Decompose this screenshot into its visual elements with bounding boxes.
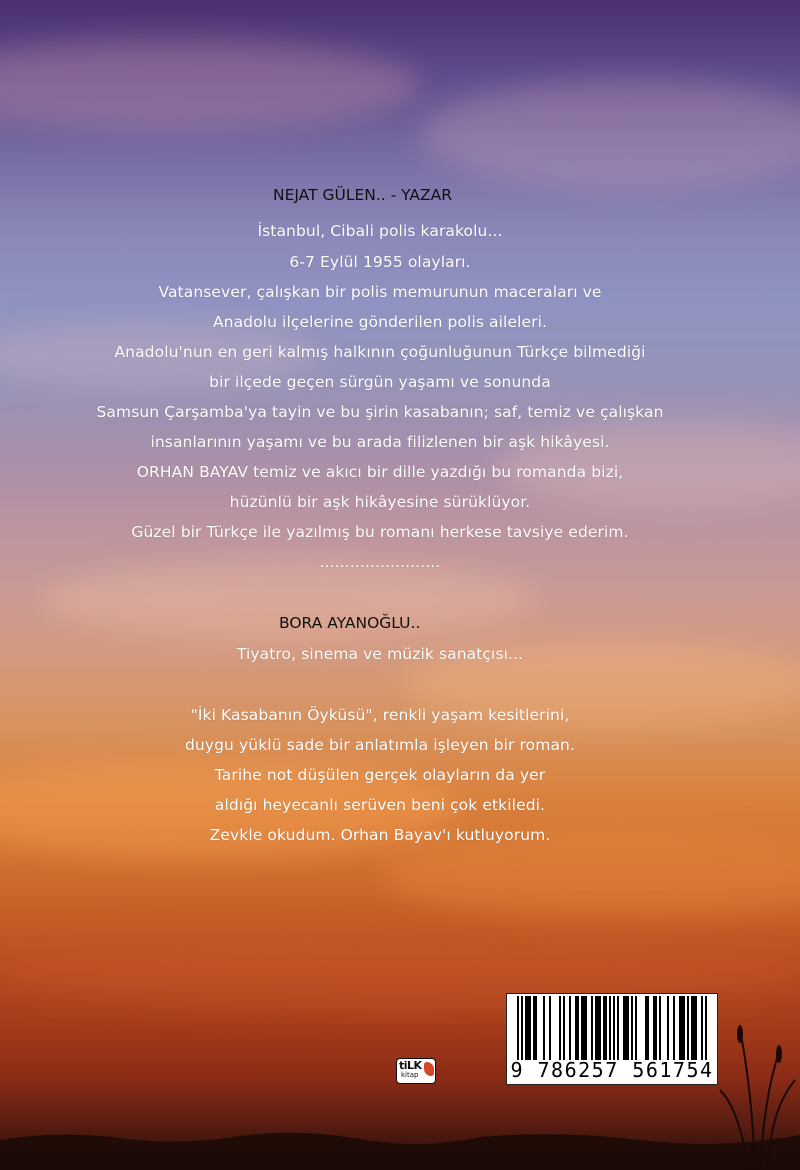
review1-line: bir ilçede geçen sürgün yaşamı ve sonunda xyxy=(209,373,551,391)
barcode-bar xyxy=(613,996,615,1060)
barcode-bar xyxy=(563,996,565,1060)
review2-line: "İki Kasabanın Öyküsü", renkli yaşam kesitlerini, xyxy=(190,706,570,724)
barcode-bar xyxy=(597,996,599,1060)
barcode-bar xyxy=(659,996,661,1060)
review1-line: Anadolu'nun en geri kalmış halkının çoğunluğunun Türkçe bilmediği xyxy=(114,343,646,361)
barcode-bar xyxy=(577,996,579,1060)
review1-line: ORHAN BAYAV temiz ve akıcı bir dille yazdığı bu romanda bizi, xyxy=(136,463,624,481)
barcode-bar xyxy=(691,996,693,1060)
barcode-bar xyxy=(543,996,545,1060)
review1-line: insanlarının yaşamı ve bu arada filizlenen bir aşk hikâyesi. xyxy=(150,433,610,451)
logo-subname: kitap xyxy=(401,1071,419,1079)
barcode-bar xyxy=(667,996,669,1060)
isbn-barcode xyxy=(506,993,718,1085)
logo-name: tiLK xyxy=(399,1059,422,1072)
barcode-bar xyxy=(673,996,675,1060)
barcode-bar xyxy=(695,996,697,1060)
review1-line: Güzel bir Türkçe ile yazılmış bu romanı herkese tavsiye ederim. xyxy=(131,523,629,541)
barcode-bar xyxy=(627,996,629,1060)
barcode-bar xyxy=(683,996,685,1060)
review1-author: NEJAT GÜLEN.. - YAZAR xyxy=(273,186,453,204)
barcode-bar xyxy=(595,996,597,1060)
review1-line: Anadolu ilçelerine gönderilen polis aileleri. xyxy=(212,313,548,331)
barcode-bar xyxy=(529,996,531,1060)
barcode-bar xyxy=(653,996,655,1060)
review2-line: duygu yüklü sade bir anlatımla işleyen bir roman. xyxy=(184,736,575,754)
barcode-bar xyxy=(575,996,577,1060)
barcode-bar xyxy=(679,996,681,1060)
barcode-bar xyxy=(617,996,619,1060)
barcode-bar xyxy=(583,996,585,1060)
barcode-bar xyxy=(591,996,593,1060)
barcode-bar xyxy=(705,996,707,1060)
barcode-bar xyxy=(569,996,571,1060)
review2-line: aldığı heyecanlı serüven beni çok etkiledi. xyxy=(214,796,546,814)
barcode-bar xyxy=(525,996,527,1060)
barcode-bar xyxy=(609,996,611,1060)
barcode-bar xyxy=(647,996,649,1060)
barcode-bar xyxy=(687,996,689,1060)
review1-line: İstanbul, Cibali polis karakolu... xyxy=(257,222,503,240)
barcode-bar xyxy=(645,996,647,1060)
barcode-bar xyxy=(605,996,607,1060)
review1-line: hüzünlü bir aşk hikâyesine sürüklüyor. xyxy=(229,493,531,511)
review1-separator: ........................ xyxy=(319,553,441,571)
review1-line: Vatansever, çalışkan bir polis memurunun maceraları ve xyxy=(158,283,602,301)
barcode-bar xyxy=(559,996,561,1060)
review2-line: Zevkle okudum. Orhan Bayav'ı kutluyorum. xyxy=(209,826,551,844)
barcode-bar xyxy=(517,996,519,1060)
barcode-bar xyxy=(681,996,683,1060)
barcode-bar xyxy=(521,996,523,1060)
review2-subtitle: Tiyatro, sinema ve müzik sanatçısı... xyxy=(236,645,524,663)
barcode-bar xyxy=(581,996,583,1060)
barcode-bars xyxy=(507,996,717,1062)
barcode-bar xyxy=(631,996,633,1060)
barcode-bar xyxy=(585,996,587,1060)
barcode-bar xyxy=(623,996,625,1060)
barcode-bar xyxy=(599,996,601,1060)
barcode-bar xyxy=(527,996,529,1060)
barcode-bar xyxy=(549,996,551,1060)
review2-author: BORA AYANOĞLU.. xyxy=(279,614,421,632)
barcode-bar xyxy=(533,996,535,1060)
isbn-number: 9 786257 561754 xyxy=(510,1058,714,1082)
barcode-bar xyxy=(701,996,703,1060)
barcode-bar xyxy=(635,996,637,1060)
barcode-bar xyxy=(625,996,627,1060)
barcode-bar xyxy=(693,996,695,1060)
barcode-bar xyxy=(655,996,657,1060)
review1-line: Samsun Çarşamba'ya tayin ve bu şirin kasabanın; saf, temiz ve çalışkan xyxy=(96,403,664,421)
fox-ear-icon xyxy=(424,1062,434,1076)
review2-line: Tarihe not düşülen gerçek olayların da yer xyxy=(214,766,546,784)
barcode-bar xyxy=(535,996,537,1060)
barcode-bar xyxy=(603,996,605,1060)
publisher-logo xyxy=(396,1058,436,1084)
review1-line: 6-7 Eylül 1955 olayları. xyxy=(289,253,471,271)
